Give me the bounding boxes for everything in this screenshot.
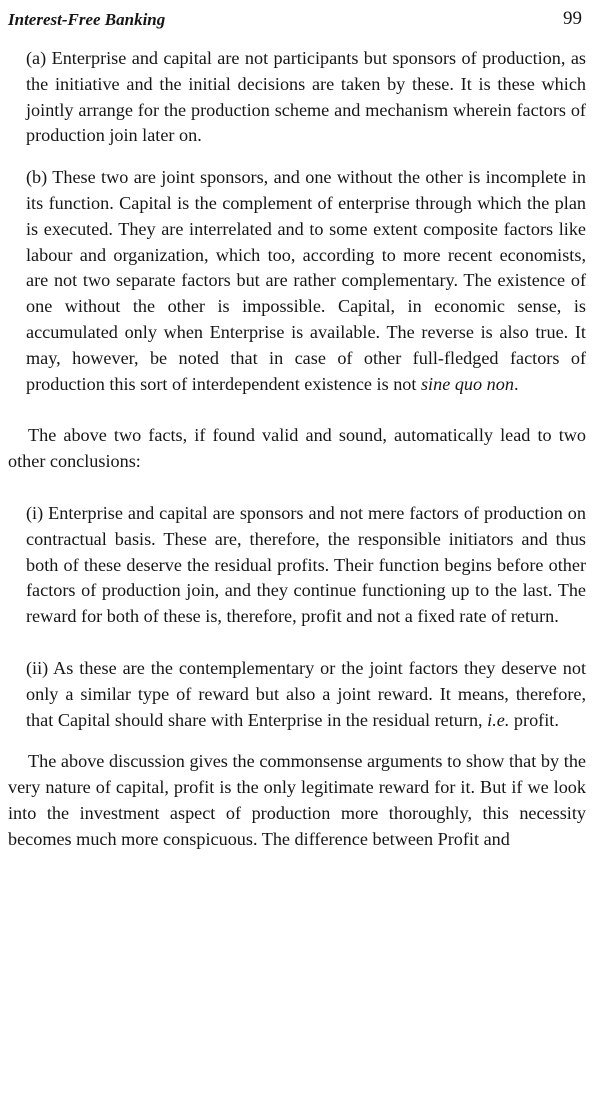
paragraph-b-text: (b) These two are joint sponsors, and one without the other is incomplete in its function. Capital is the complement of enterprise through which the plan is executed. They are interrelated and to some extent composite factors like labour and organization, which too, according to more recent economists, are not two separate factors but are rather complementary. The existence of one without the other is impossible. Capital, in economic sense, is accumulated only when Enterprise is available. The reverse is also true. It may, however, be noted that in case of other full-fledged factors of production this sort of interdependent existence is not <box>26 167 586 394</box>
paragraph-b-end: . <box>513 373 519 394</box>
paragraph-i: (i) Enterprise and capital are sponsors and not mere factors of production on contractual basis. These are, therefore, the responsible initiators and thus both of these deserve the residual profits. Their function begins before other factors of production join, and they continue functioning up to the last. The reward for both of these is, therefore, profit and not a fixed rate of return. <box>26 502 586 627</box>
paragraph-ii <box>8 656 586 733</box>
paragraph-ii-end: profit. <box>509 709 559 730</box>
latin-phrase: sine quo non <box>420 373 514 394</box>
paragraph-ii-text: (ii) As these are the contemplementary or the joint factors they deserve not only a similar type of reward but also a joint reward. It means, therefore, that Capital should share with Enterprise in the residual return, <box>26 657 586 730</box>
body-text <box>8 46 586 869</box>
paragraph-a: (a) Enterprise and capital are not participants but sponsors of production, as the initiative and the initial decisions are taken by these. It is these which jointly arrange for the production scheme and mechanism wherein factors of production join later on. <box>26 48 586 146</box>
running-title: Interest-Free Banking <box>8 10 166 29</box>
running-head <box>8 8 582 34</box>
paragraph-b <box>8 165 586 397</box>
page-number: 99 <box>563 8 582 29</box>
abbreviation-ie: i.e. <box>487 709 510 730</box>
paragraph-conclusions-intro: The above two facts, if found valid and sound, automatically lead to two other conclusions: <box>8 425 586 472</box>
paragraph-discussion: The above discussion gives the commonsense arguments to show that by the very nature of capital, profit is the only legitimate reward for it. But if we look into the investment aspect of production more thoroughly, this necessity becomes much more conspicuous. The difference between Profit and <box>8 751 586 849</box>
